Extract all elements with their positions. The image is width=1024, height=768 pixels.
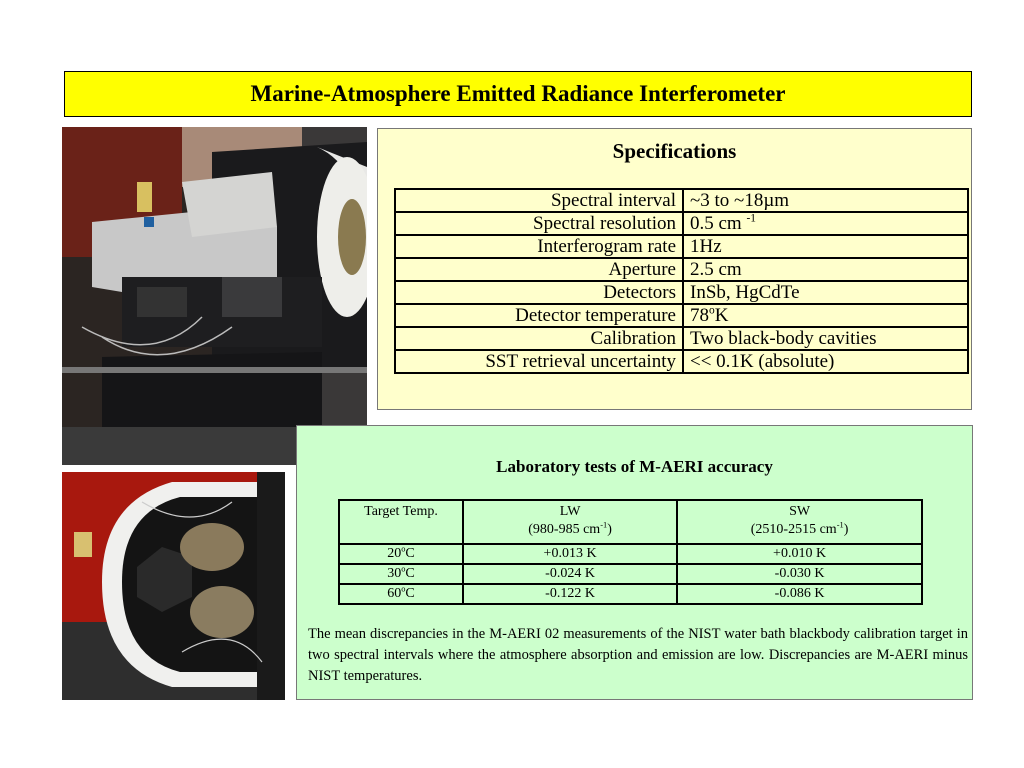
spec-value: << 0.1K (absolute) (683, 350, 968, 373)
spec-label: Calibration (395, 327, 683, 350)
header-lw: LW (980-985 $cm^{-1}$) (463, 500, 677, 544)
spec-row (395, 350, 968, 373)
lab-table-row (339, 584, 922, 604)
spec-row (395, 212, 968, 235)
spec-row (395, 304, 968, 327)
lw-cell: -0.122 K (463, 584, 677, 604)
lab-tests-caption: The mean discrepancies in the M-AERI 02 measurements of the NIST water bath blackbody calibration target in two spectral intervals where the atmosphere absorption and emission are low. Discrepancies are M-AERI minus NIST temperatures. (308, 626, 968, 684)
lab-tests-table (338, 499, 923, 605)
spec-label: SST retrieval uncertainty (395, 350, 683, 373)
target-temp-cell: 30$^o$C (339, 564, 463, 584)
target-temp-cell: 20$^o$C (339, 544, 463, 564)
spec-row (395, 258, 968, 281)
spec-row (395, 235, 968, 258)
sw-cell: +0.010 K (677, 544, 922, 564)
lab-table-row (339, 544, 922, 564)
spec-label: Aperture (395, 258, 683, 281)
sw-cell: -0.030 K (677, 564, 922, 584)
specifications-table (394, 188, 969, 374)
lw-cell: -0.024 K (463, 564, 677, 584)
blackbody-photo (62, 472, 285, 700)
slide-title: Marine-Atmosphere Emitted Radiance Interferometer (64, 71, 972, 117)
lw-cell: +0.013 K (463, 544, 677, 564)
specifications-panel (377, 128, 972, 410)
spec-value: InSb, HgCdTe (683, 281, 968, 304)
lab-table-row (339, 564, 922, 584)
header-target-temp: Target Temp. (339, 500, 463, 544)
sw-cell: -0.086 K (677, 584, 922, 604)
spec-row (395, 281, 968, 304)
spec-value: ~3 to ~18µm (683, 189, 968, 212)
specifications-heading: Specifications (612, 139, 737, 163)
target-temp-cell: 60$^o$C (339, 584, 463, 604)
spec-label: Interferogram rate (395, 235, 683, 258)
spec-value: 0.5 cm $^{-1}$ (683, 212, 968, 235)
spec-value: 2.5 cm (683, 258, 968, 281)
spec-row (395, 327, 968, 350)
spec-label: Detectors (395, 281, 683, 304)
lab-table-header (339, 500, 922, 544)
lab-tests-heading: Laboratory tests of M-AERI accuracy (496, 457, 773, 476)
spec-value: Two black-body cavities (683, 327, 968, 350)
spec-value: 78$^o$K (683, 304, 968, 327)
spec-label: Spectral resolution (395, 212, 683, 235)
spec-label: Spectral interval (395, 189, 683, 212)
spec-value: 1Hz (683, 235, 968, 258)
lab-tests-panel (296, 425, 973, 700)
instrument-photo (62, 127, 367, 465)
header-sw: SW (2510-2515 $cm^{-1}$) (677, 500, 922, 544)
spec-label: Detector temperature (395, 304, 683, 327)
spec-row (395, 189, 968, 212)
